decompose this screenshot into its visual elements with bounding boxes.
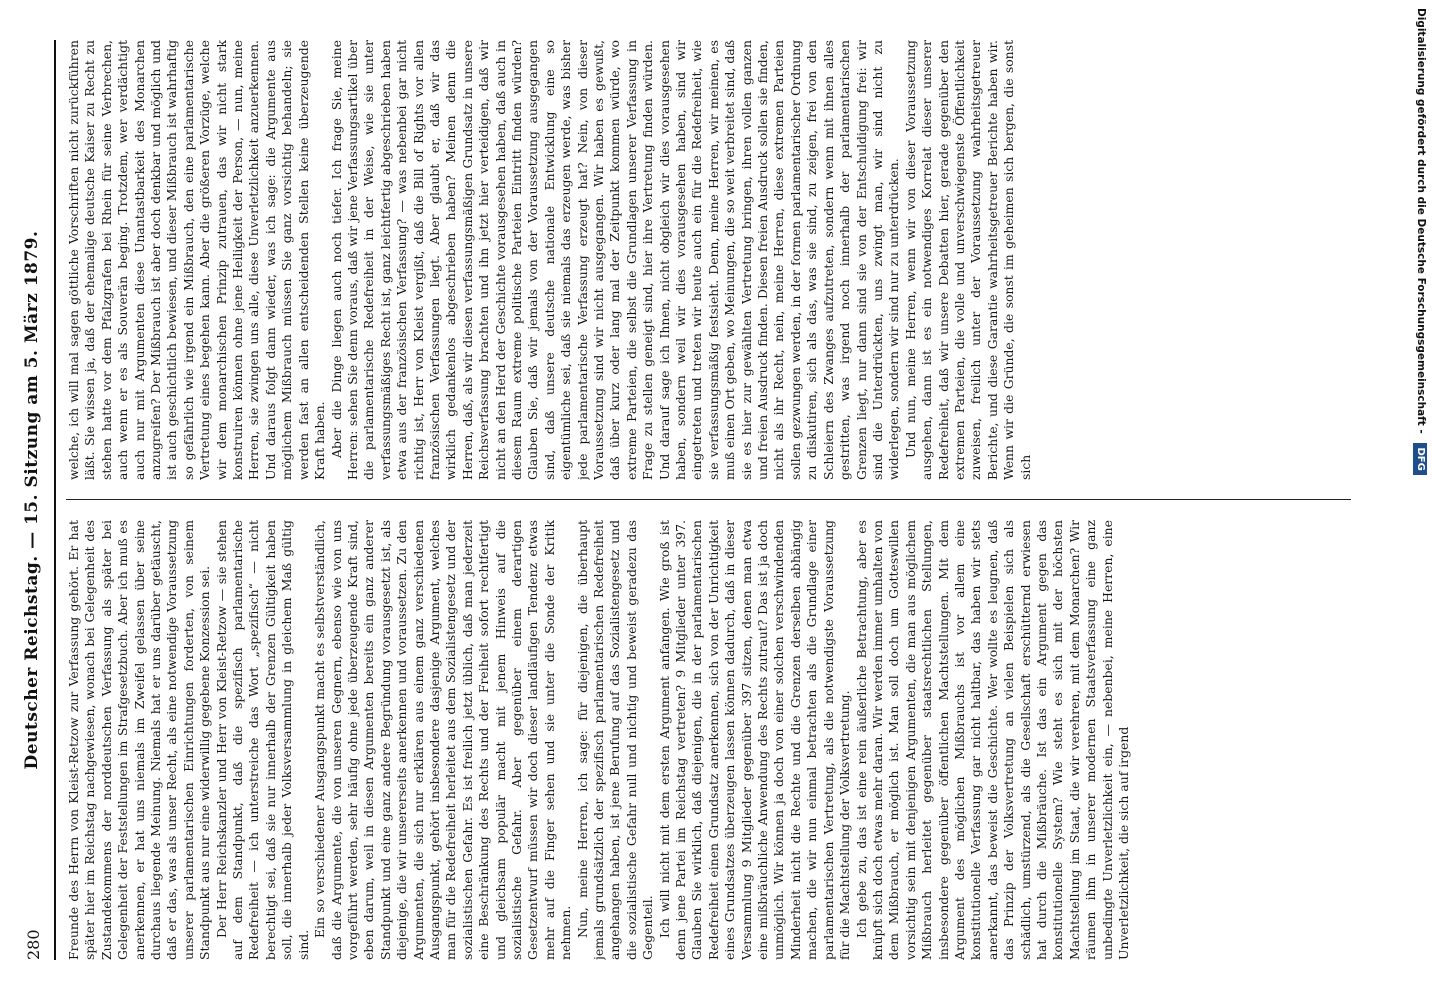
right-column <box>66 40 1351 480</box>
left-column <box>66 520 1351 960</box>
left-paragraph: Ich gebe zu, das ist eine rein äußerliche Betrachtung, aber es knüpft sich doch etwas mehr daran. Wir werden immer umhalten von dem Mißbrauch, er möglich ist. Man soll doch um Gotteswillen vorsichtig sein mit denjenigen Argumenten, die man aus möglichem Mißbrauch herleitet gegenüber staatsrechtlichen Stellungen, insbesondere gegenüber öffentlichen Machtstellungen. Mit dem Argument des möglichen Mißbrauchs ist vor allem eine konstitutionelle Verfassung gar nicht haltbar, das haben wir stets anerkannt, das beweist die Geschichte. Wer wollte es leugnen, daß das Prinzip der Volksvertretung an vielen Beispielen sich als schädlich, umstürzend, als die Gesellschaft erschütternd erwiesen hat durch die Mißbräuche. Ist das ein Argument gegen das konstitutionelle System? Wie steht es sich mit der höchsten Machtstellung im Staat, die wir verehren, mit dem Monarchen? Wir räumen ihm in unserer modernen Staatsverfassung eine ganz unbedingte Unverletzlichkeit ein, — nebenbei, meine Herren, eine Unverletzlichkeit, die sich auf irgend <box>853 520 1131 960</box>
running-head <box>18 40 58 960</box>
left-paragraph: Nun, meine Herren, ich sage: für diejenigen, die überhaupt jemals grundsätzlich der spezifisch parlamentarischen Redefreiheit angehangen haben, ist jene Berufung auf das Sozialistengesetz und die sozialistische Gefahr null und nichtig und beweist geradezu das Gegenteil. <box>574 520 656 960</box>
right-paragraph: Aber die Dinge liegen auch noch tiefer. Ich frage Sie, meine Herren: sehen Sie denn voraus, daß wir jene Verfassungsartikel über die parlamentarische Redefreiheit in der Weise, wie sie unter verfassungsmäßiges Recht ist, ganz leichtfertig abgeschrieben haben etwa aus der französischen Verfassung? — was nebenbei gar nicht richtig ist, Herr von Kleist vergißt, daß die Bill of Rights vor allen französischen Verfassungen liegt. Aber glaubt er, daß wir das wirklich gedankenlos abgeschrieben haben? Meinen denn die Herren, daß, als wir diesen verfassungsmäßigen Grundsatz in unsere Reichsverfassung brachten und ihn jetzt hier verteidigen, daß wir nicht an den Herd der Geschichte vorausgesehen haben, daß auch in diesem Raum extreme politische Parteien Eintritt finden würden? Glauben Sie, daß wir jemals von der Voraussetzung ausgegangen sind, daß unsere deutsche nationale Entwicklung eine so eigentümliche sei, daß sie niemals das erzeugen werde, was bisher jede parlamentarische Verfassung erzeugt hat? Nein, von dieser Voraussetzung sind wir nicht ausgegangen. Wir haben es gewußt, daß über kurz oder lang mal der Zeitpunkt kommen würde, wo extreme Parteien, die selbst die Grundlagen unserer Verfassung in Frage zu stellen geneigt sind, hier ihre Vertretung finden würden. Und darauf sage ich Ihnen, nicht obgleich wir dies vorausgesehen haben, sondern weil wir dies vorausgesehen haben, sind wir eingetreten und treten wir heute auch ein für die Redefreiheit, wie sie verfassungsmäßig festsieht. Denn, meine Herren, wir meinen, es muß einen Ort geben, wo Meinungen, die so weit verbreitet sind, daß sie es hier zur gewählten Vertretung bringen, ihren vollen ganzen und freien Ausdruck finden. Diesen freien Ausdruck sollen sie finden, nicht als ihr Recht, nein, meine Herren, diese extremen Parteien sollen gezwungen werden, in der formen parlamentarischer Ordnung zu diskutiren, sich als das, was sie sind, zu zeigen, frei von den Schleiern des Zwanges aufzutreten, sondern wenn mit ihnen alles gestritten, was irgend noch innerhalb der parlamentarischen Grenzen liegt, nur dann sind sie von der Entschuldigung frei: wir sind die Unterdrückten, uns zwingt man, wir sind nicht zu widerlegen, sondern wir sind nur zu unterdrücken. <box>328 40 902 480</box>
digitization-credit-text: Digitalisierung gefördert durch die Deutsche Forschungsgemeinschaft - <box>1415 8 1427 434</box>
digitization-credit <box>1410 0 1432 1000</box>
column-divider <box>66 499 1351 500</box>
left-paragraph: Freunde des Herrn von Kleist-Retzow zur Verfassung gehört. Er hat später hier im Reichstag nachgewiesen, wonach bei Gelegenheit des Zustandekommens der norddeutschen Verfassung als später bei Gelegenheit der Feststellungen im Strafgesetzbuch. Aber ich muß es anerkennen, er hat uns niemals im Zweifel gelassen über seine durchaus liegende Meinung. Niemals hat er uns darüber getäuscht, daß er das, was als unser Recht, als eine notwendige Voraussetzung unserer parlamentarischen Einrichtungen forderten, von seinem Standpunkt aus nur eine widerwillig gegebene Konzession sei. <box>66 520 213 960</box>
right-paragraph: Und nun, meine Herren, wenn wir von dieser Voraussetzung ausgehen, dann ist es ein notwendiges Korrelat dieser unserer Redefreiheit, daß wir unsere Debatten hier, gerade gegenüber den extremen Parteien, die volle und unverschwiegenste Öffentlichkeit zuweisen, freilich unter der Voraussetzung wahrheitsgetreuer Berichte, und diese Garantie wahrheitsgetreuer Berichte haben wir. Wenn wir die Gründe, die sonst im geheimen sich bergen, die sonst sich <box>902 40 1033 480</box>
right-paragraph: welche, ich will mal sagen göttliche Vorschriften nicht zurückführen läßt. Sie wissen ja, daß der ehemalige deutsche Kaiser zu Recht zu stehen hatte vor dem Pfalzgrafen bei Rhein für seine Verbrechen, auch wenn er es als Souverän beging. Trotzdem, wer verdächtigt auch nur mit Argumenten diese Unantastbarkeit des Monarchen anzugreifen? Der Mißbrauch ist aber doch denkbar und möglich und ist auch geschichtlich bewiesen, und dieser Mißbrauch ist wahrhaftig so gefährlich wie irgend ein Mißbrauch, den eine parlamentarische Vertretung eines begehen kann. Aber die größeren Vorzüge, welche wir dem monarchischen Prinzip zutrauen, das wir nicht stark konstruiren können ohne jene Heiligkeit der Person, — nun, meine Herren, sie zwingen uns alle, diese Unverletzlichkeit anzuerkennen. Und daraus folgt dann wieder, was ich sage: die Argumente aus möglichem Mißbrauch müssen Sie ganz vorsichtig behandeln; sie werden fast an allen entscheidenden Stellen keine überzeugende Kraft haben. <box>66 40 328 480</box>
left-paragraph: Ein so verschiedener Ausgangspunkt macht es selbstverständlich, daß die Argumente, die von unseren Gegnern, ebenso wie von uns vorgeführt werden, sehr häufig ohne jede überzeugende Kraft sind, eben darum, weil in diesen Argumenten bereits ein ganz anderer Standpunkt und eine ganz andere Begründung vorausgesetzt ist, als diejenige, die wir unsererseits anerkennen und voraussetzen. Zu den Argumenten, die sich nur erklären aus einem ganz verschiedenen Ausgangspunkt, gehört insbesondere dasjenige Argument, welches man für die Redefreiheit herleitet aus dem Sozialistengesetz und der sozialistischen Gefahr. Es ist freilich jetzt üblich, daß man jederzeit eine Beschränkung des Rechts und der Freiheit sofort rechtfertigt und gleichsam populär macht mit jenem Hinweis auf die sozialistische Gefahr. Aber gegenüber einem derartigen Gesetzentwurf müssen wir doch dieser landläufigen Tendenz etwas mehr auf die Finger sehen und sie unter die Sonde der Kritik nehmen. <box>312 520 574 960</box>
running-head-rule <box>54 40 56 960</box>
digitization-credit-text-wrap <box>1410 0 1432 1000</box>
left-paragraph: Ich will nicht mit dem ersten Argument anfangen. Wie groß ist denn jene Partei im Reichstag vertreten? 9 Mitglieder unter 397. Glauben Sie wirklich, daß diejenigen, die in der parlamentarischen Redefreiheit einen Grundsatz anerkennen, sich von der Unrichtigkeit eines Grundsatzes überzeugen lassen können dadurch, daß in dieser Versammlung 9 Mitglieder gegenüber 397 sitzen, denen man etwa eine mißbräuchliche Anwendung des Rechts zutraut? Das ist ja doch unmöglich. Wir können ja doch von einer solchen verschwindenden Minderheit nicht die Rechte und die Grenzen derselben abhängig machen, die wir nun einmal betrachten als die Grundlage einer parlamentarischen Vertretung, als die notwendigste Voraussetzung für die Machtstellung der Volksvertretung. <box>656 520 853 960</box>
running-head-title: Deutscher Reichstag. — 15. Sitzung am 5. März 1879. <box>22 230 42 770</box>
print-area <box>18 40 1358 960</box>
page-number: 280 <box>24 929 43 960</box>
dfg-logo: DFG <box>1413 443 1427 474</box>
left-paragraph: Der Herr Reichskanzler und Herr von Kleist-Retzow — sie stehen auf dem Standpunkt, daß die spezifisch parlamentarische Redefreiheit — ich unterstreiche das Wort „spezifisch“ — nicht berechtigt sei, daß sie nur innerhalb der Grenzen Gültigkeit haben soll, die innerhalb jeder Volksversammlung in gleichem Maß gültig sind. <box>213 520 311 960</box>
